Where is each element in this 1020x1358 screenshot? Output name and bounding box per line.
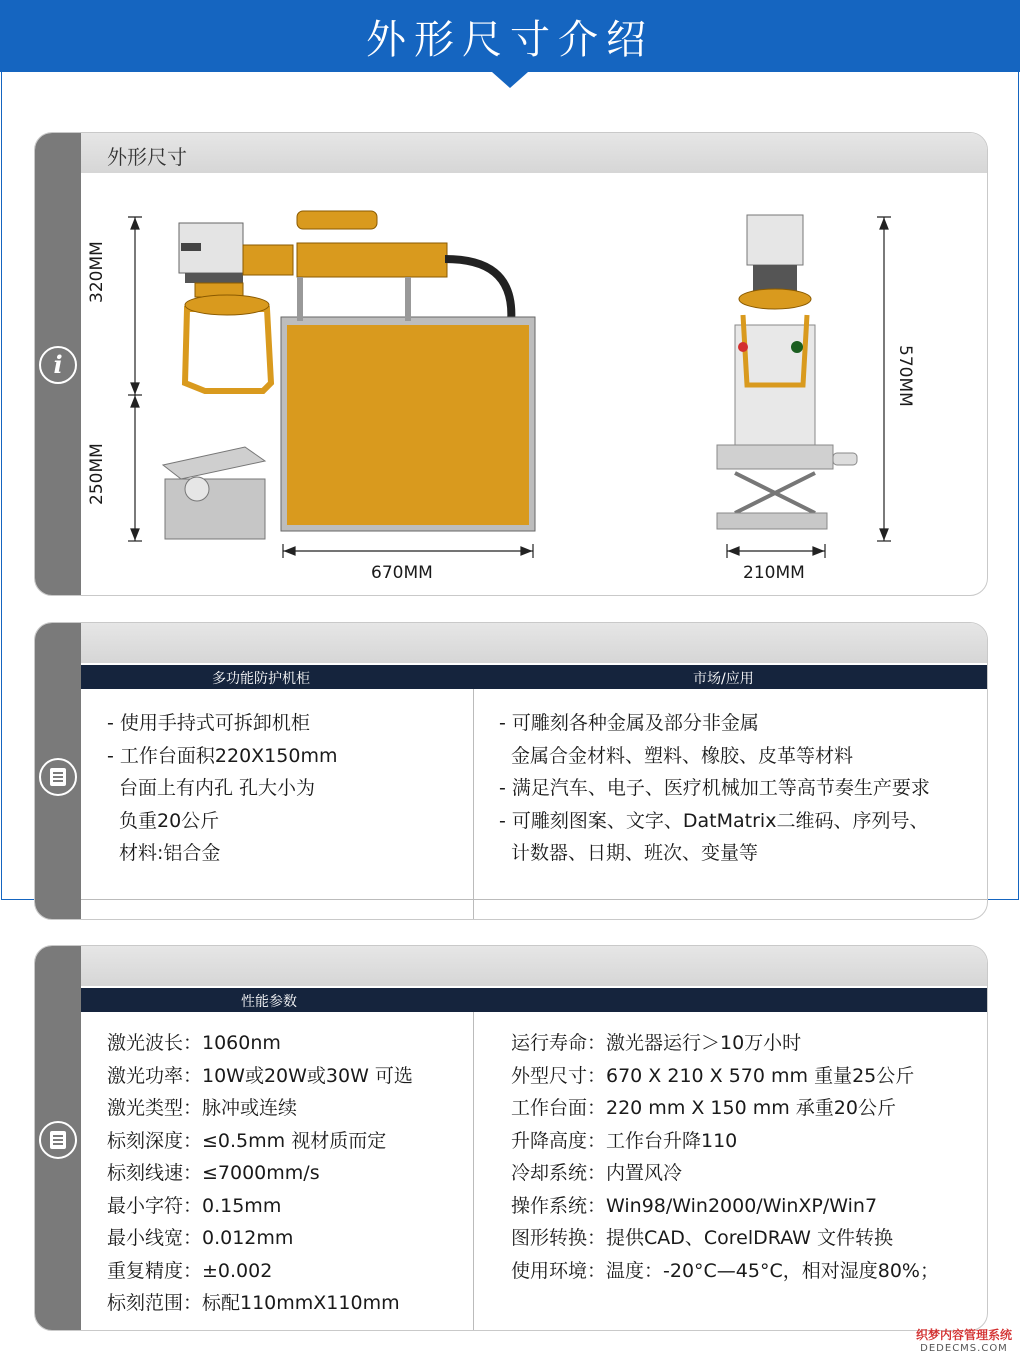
panel-header xyxy=(81,946,987,986)
work-table xyxy=(163,447,265,539)
section-header-bar xyxy=(81,665,987,689)
param-item: 标刻深度：≤0.5mm 视材质而定 xyxy=(107,1129,387,1152)
section-header-bar xyxy=(81,988,987,1012)
dim-label-210: 210MM xyxy=(743,563,805,583)
column-divider xyxy=(473,689,474,920)
param-item: 最小线宽：0.012mm xyxy=(107,1227,294,1249)
param-item: 标刻范围：标配110mmX110mm xyxy=(107,1292,400,1314)
side-view-machine xyxy=(717,215,857,529)
param-item: 升降高度：工作台升降110 xyxy=(511,1129,738,1152)
param-item: 外型尺寸：670 X 210 X 570 mm 重量25公斤 xyxy=(511,1064,915,1087)
dim-label-250: 250MM xyxy=(87,443,107,505)
dim-label-670: 670MM xyxy=(371,563,433,583)
watermark xyxy=(916,1326,1012,1354)
cabinet xyxy=(281,277,535,531)
list-item: - 可雕刻图案、文字、DatMatrix二维码、序列号、 xyxy=(499,809,929,832)
header-params: 性能参数 xyxy=(241,994,297,1010)
list-item: - 使用手持式可拆卸机柜 xyxy=(107,712,310,734)
row-divider xyxy=(81,899,987,900)
dimensions-panel xyxy=(34,132,988,596)
dimension-arrow-bottom xyxy=(283,544,533,558)
param-item: 运行寿命：激光器运行＞10万小时 xyxy=(511,1032,802,1054)
param-item: 冷却系统：内置风冷 xyxy=(511,1162,683,1184)
param-item: 图形转换：提供CAD、CorelDRAW 文件转换 xyxy=(511,1227,893,1249)
param-item: 工作台面：220 mm X 150 mm 承重20公斤 xyxy=(511,1097,896,1119)
dim-label-570: 570MM xyxy=(895,345,915,407)
cabinet-panel xyxy=(34,622,988,920)
watermark-line2: DEDECMS.COM xyxy=(920,1343,1008,1354)
machine-drawing xyxy=(35,133,988,596)
list-item: 负重20公斤 xyxy=(119,809,220,832)
panel-title: 外形尺寸 xyxy=(107,145,187,169)
list-item: - 可雕刻各种金属及部分非金属 xyxy=(499,712,759,734)
param-item: 激光波长：1060nm xyxy=(107,1032,281,1054)
header-cabinet: 多功能防护机柜 xyxy=(212,671,310,687)
list-item: 计数器、日期、班次、变量等 xyxy=(511,842,759,864)
banner-title: 外形尺寸介绍 xyxy=(366,17,654,63)
header-market: 市场/应用 xyxy=(693,671,754,687)
title-banner xyxy=(0,0,1020,72)
param-item: 激光类型：脉冲或连续 xyxy=(107,1097,298,1119)
param-item: 激光功率：10W或20W或30W 可选 xyxy=(107,1064,413,1087)
params-right-list xyxy=(511,1027,939,1287)
params-left-list xyxy=(107,1027,413,1320)
list-item: - 满足汽车、电子、医疗机械加工等高节奏生产要求 xyxy=(499,777,930,799)
market-list xyxy=(499,707,930,870)
dimension-arrow-side-bottom xyxy=(727,544,825,558)
list-item: 材料:铝合金 xyxy=(119,842,221,864)
list-item: - 工作台面积220X150mm xyxy=(107,744,338,767)
dimension-arrow-right xyxy=(877,217,891,541)
panel-header xyxy=(81,623,987,663)
param-item: 最小字符：0.15mm xyxy=(107,1194,282,1217)
document-icon xyxy=(39,1121,77,1159)
watermark-line1: 织梦内容管理系统 xyxy=(915,1328,1012,1342)
param-item: 标刻线速：≤7000mm/s xyxy=(107,1162,320,1184)
param-item: 使用环境：温度：-20°C—45°C，相对湿度80%； xyxy=(511,1259,939,1282)
document-icon xyxy=(39,758,77,796)
list-item: 金属合金材料、塑料、橡胶、皮革等材料 xyxy=(511,744,854,767)
dim-label-320: 320MM xyxy=(87,241,107,303)
dimension-arrow-left xyxy=(128,217,142,541)
info-icon: i xyxy=(39,346,77,384)
params-panel xyxy=(34,945,988,1331)
param-item: 重复精度：±0.002 xyxy=(107,1259,273,1282)
list-item: 台面上有内孔 孔大小为 xyxy=(119,777,316,799)
param-item: 操作系统：Win98/Win2000/WinXP/Win7 xyxy=(511,1194,878,1217)
cabinet-list xyxy=(107,707,337,870)
column-divider xyxy=(473,1012,474,1331)
